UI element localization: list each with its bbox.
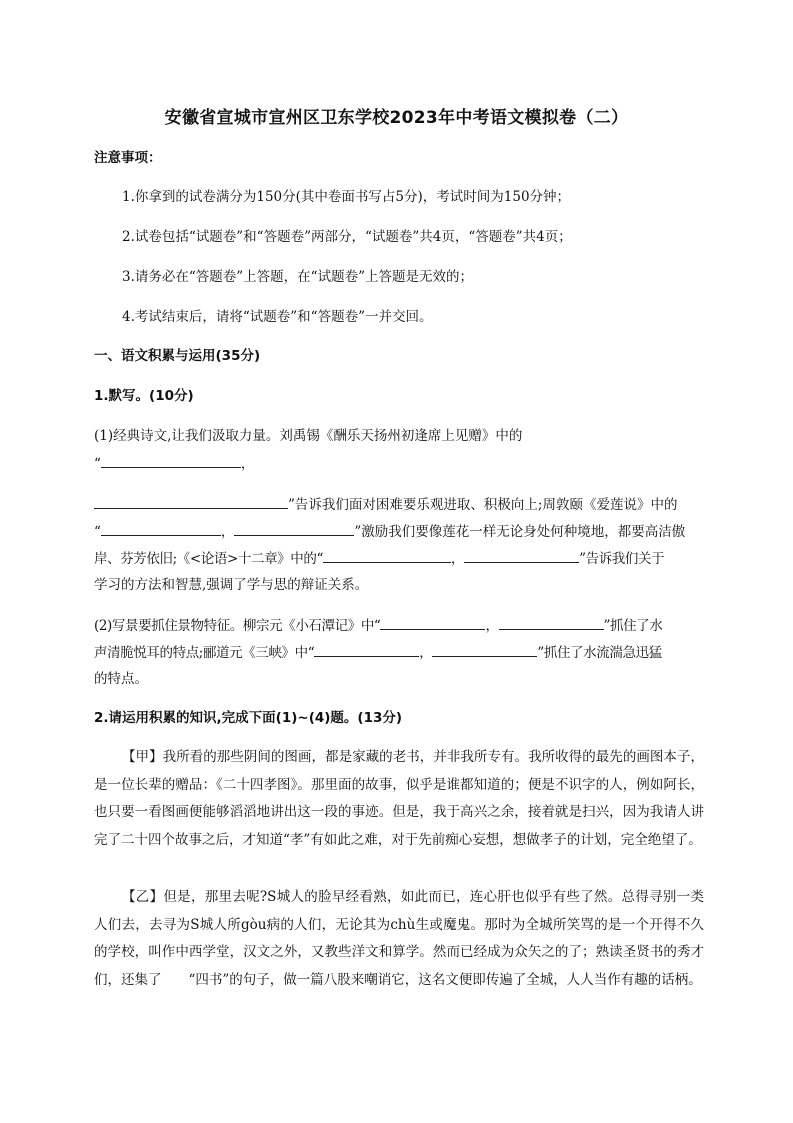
q1-p1-line5-start: 岸、芬芳依旧;《<论语>十二章》中的“ [94, 551, 323, 567]
q1-p2-line3: 的特点。 [94, 671, 148, 687]
q1-p1-line1: (1)经典诗文,让我们汲取力量。刘禹锡《酬乐天扬州初逢席上见赠》中的 [94, 428, 523, 444]
fill-blank[interactable] [380, 615, 485, 630]
open-quote: “ [94, 524, 101, 540]
notice-item-2: 2.试卷包括“试题卷”和“答题卷”两部分，“试题卷”共4页，“答题卷”共4页； [122, 229, 572, 245]
fill-blank[interactable] [94, 494, 288, 509]
q1-p2-line1 [94, 615, 662, 636]
q1-p1-line6: 学习的方法和智慧,强调了学与思的辩证关系。 [94, 577, 369, 593]
notice-item-3: 3.请务必在“答题卷”上答题，在“试题卷”上答题是无效的； [122, 269, 473, 285]
notice-item-1: 1.你拿到的试卷满分为150分(其中卷面书写占5分)，考试时间为150分钟； [122, 189, 571, 205]
fill-blank[interactable] [432, 642, 537, 657]
fill-blank[interactable] [314, 642, 419, 657]
page-title: 安徽省宣城市宣州区卫东学校2023年中考语文模拟卷（二） [164, 108, 629, 128]
q1-p1-line4-text: ”激励我们要像莲花一样无论身处何种境地，都要高洁傲 [354, 524, 686, 540]
q1-p2-line2-end: ”抓住了水流湍急迅猛 [537, 645, 662, 661]
passage-yi [94, 884, 704, 994]
q1-p2-line1-start: (2)写景要抓住景物特征。柳宗元《小石潭记》中“ [94, 618, 381, 634]
comma: ， [485, 618, 499, 634]
q1-p1-line5-end: ”告诉我们关于 [579, 551, 665, 567]
question-1-heading: 1.默写。(10分) [94, 388, 194, 404]
comma: ， [220, 524, 235, 540]
q1-p1-line5 [94, 548, 664, 569]
comma: ， [419, 645, 433, 661]
fill-blank[interactable] [101, 453, 241, 468]
fill-blank[interactable] [101, 521, 221, 536]
q1-p1-line3-text: ”告诉我们面对困难要乐观进取、积极向上;周敦颐《爱莲说》中的 [288, 497, 678, 513]
q1-p2-line2 [94, 642, 662, 663]
notice-item-4: 4.考试结束后，请将“试题卷”和“答题卷”一并交回。 [122, 309, 433, 325]
fill-blank[interactable] [234, 521, 354, 536]
q1-p1-line2 [94, 453, 254, 474]
q1-p1-line4 [94, 521, 685, 542]
comma: ， [240, 456, 255, 472]
comma: ， [450, 551, 465, 567]
fill-blank[interactable] [323, 548, 451, 563]
section-heading: 一、语文积累与运用(35分) [94, 348, 261, 364]
passage-jia [94, 744, 704, 854]
passage-yi-text: 【乙】但是，那里去呢?S城人的脸早经看熟，如此而已，连心肝也似乎有些了然。总得寻别一类人们去，去寻为S城人所gòu病的人们，无论其为chù生或魔鬼。那时为全城所笑骂的是一个开得不久的学校，叫作中西学堂，汉文之外，又教些洋文和算学。然而已经成为众矢之的了；熟读圣贤书的秀才们，还集了 “四书”的句子，做一篇八股来嘲诮它，这名文便即传遍了全城，人人当作有趣的话柄。 [94, 889, 704, 988]
q1-p2-line1-end: ”抓住了水 [603, 618, 663, 634]
passage-jia-text: 【甲】我所看的那些阴间的图画，都是家藏的老书，并非我所专有。我所收得的最先的画图本子，是一位长辈的赠品：《二十四孝图》。那里面的故事，似乎是谁都知道的；便是不识字的人，例如阿长，也只要一看图画便能够滔滔地讲出这一段的事迹。但是，我于高兴之余，接着就是扫兴，因为我请人讲完了二十四个故事之后，才知道“孝”有如此之难，对于先前痴心妄想，想做孝子的计划，完全绝望了。 [94, 749, 704, 848]
q1-p2-line2-start: 声清脆悦耳的特点;郦道元《三峡》中“ [94, 645, 315, 661]
fill-blank[interactable] [464, 548, 579, 563]
fill-blank[interactable] [499, 615, 604, 630]
open-quote: “ [94, 456, 101, 472]
notice-heading: 注意事项： [94, 150, 162, 166]
question-2-heading: 2.请运用积累的知识,完成下面(1)~(4)题。(13分) [94, 710, 403, 726]
q1-p1-line3 [94, 494, 677, 515]
